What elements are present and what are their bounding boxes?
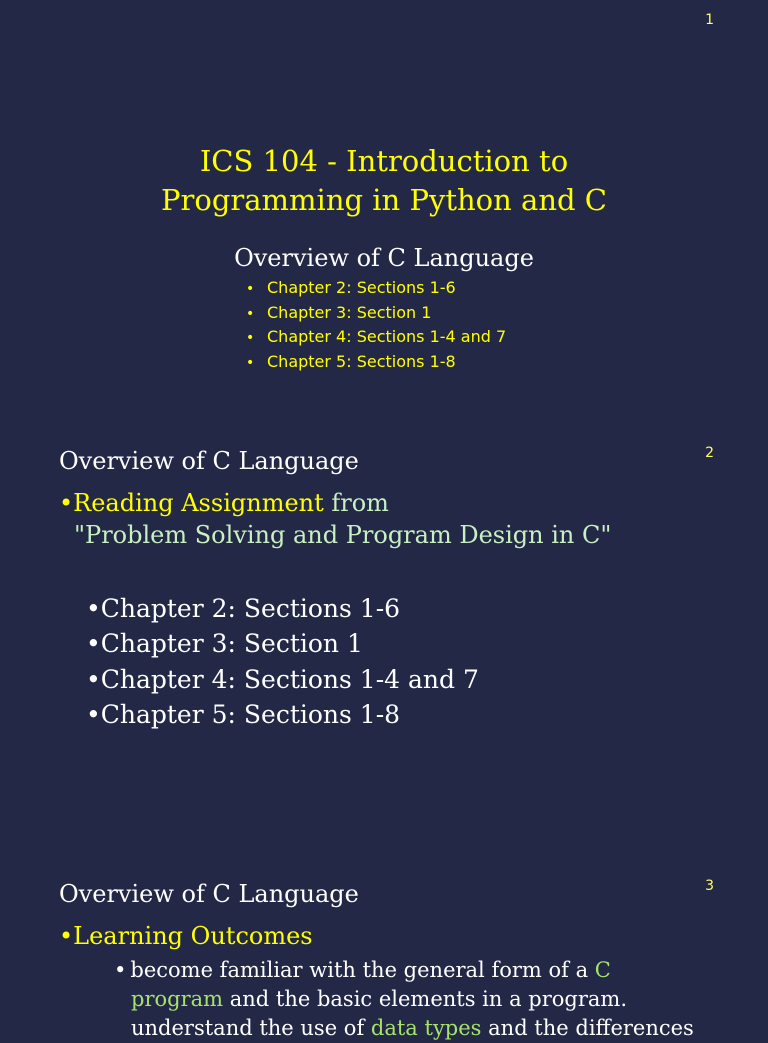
bullet-icon: • — [246, 281, 255, 297]
reading-assignment-from: from — [323, 489, 389, 517]
bullet-icon: • — [86, 664, 101, 694]
slide-number: 2 — [705, 445, 714, 461]
bullet-icon: • — [246, 305, 255, 322]
title-line-1: ICS 104 - Introduction to — [199, 144, 569, 178]
slide-number: 1 — [705, 12, 714, 28]
slide-3 — [0, 866, 768, 1040]
list-item: •Chapter 5: Sections 1-8 — [86, 699, 401, 729]
chapter-list — [246, 276, 506, 375]
list-item: • become familiar with the general form of a C — [114, 958, 611, 982]
list-item: •Chapter 4: Sections 1-4 and 7 — [86, 664, 479, 694]
list-item: • Chapter 2: Sections 1-6 — [246, 276, 506, 301]
bullet-icon: • — [86, 629, 101, 659]
bullet-icon: • — [246, 330, 255, 347]
bullet-icon: • — [59, 922, 74, 950]
chapter-list — [86, 591, 479, 732]
list-item: • Chapter 4: Sections 1-4 and 7 — [246, 325, 506, 350]
book-title: "Problem Solving and Program Design in C" — [74, 521, 612, 549]
slide-number: 3 — [705, 878, 714, 894]
presentation-title — [0, 142, 768, 220]
slide-subtitle: Overview of C Language — [234, 244, 534, 272]
learning-outcomes-line — [59, 920, 313, 952]
bullet-icon: • — [59, 489, 74, 517]
learning-outcomes-list — [114, 956, 694, 1043]
list-item: •Chapter 3: Section 1 — [86, 629, 363, 659]
title-line-2: Programming in Python and C — [161, 183, 607, 217]
list-item: •Chapter 2: Sections 1-6 — [86, 594, 401, 623]
bullet-icon: • — [246, 355, 255, 372]
learning-outcomes-label: Learning Outcomes — [73, 922, 313, 950]
list-item-continuation: program and the basic elements in a program. — [131, 987, 627, 1011]
reading-assignment-label: Reading Assignment — [73, 489, 324, 517]
reading-assignment-line — [59, 487, 389, 519]
list-item: • Chapter 3: Section 1 — [246, 301, 506, 326]
list-item: understand the use of data types and the differences — [131, 1016, 694, 1040]
slide-title: Overview of C Language — [59, 447, 359, 475]
list-item: • Chapter 5: Sections 1-8 — [246, 350, 506, 375]
slide-2 — [0, 433, 768, 866]
bullet-icon: • — [86, 699, 101, 729]
slide-title: Overview of C Language — [59, 880, 359, 908]
slide-1 — [0, 0, 768, 433]
bullet-icon: • — [86, 594, 101, 623]
bullet-icon: • — [114, 958, 127, 982]
